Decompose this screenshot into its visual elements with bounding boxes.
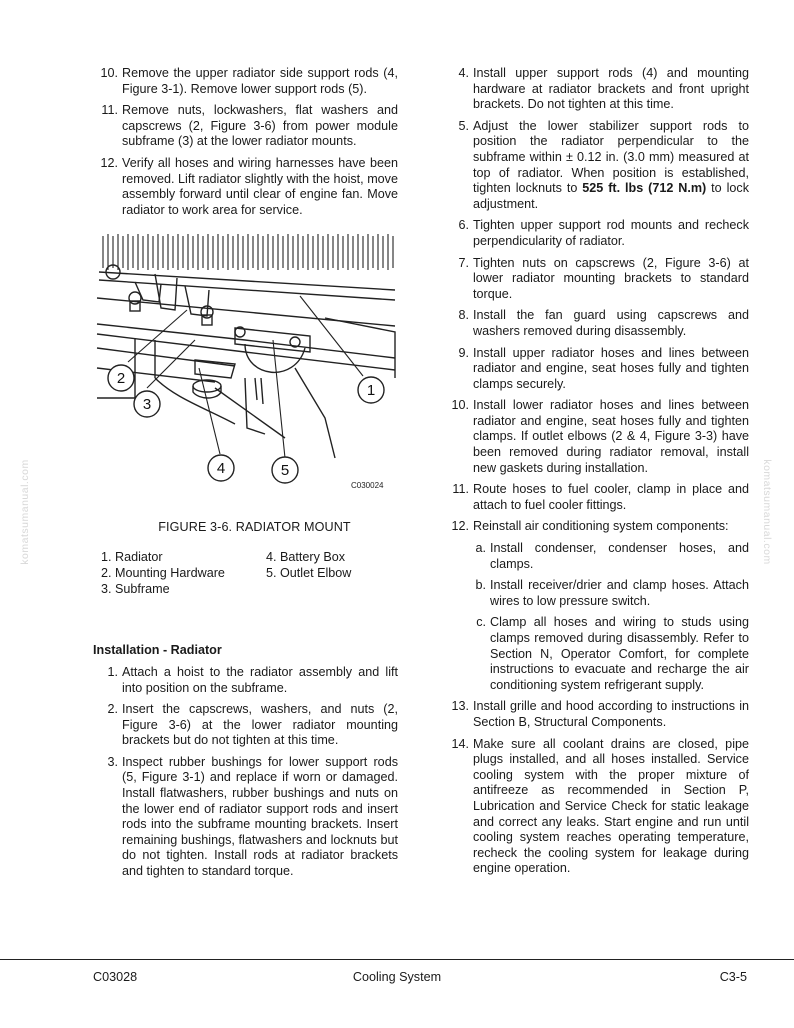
list-item xyxy=(447,737,749,877)
step-number: 14. xyxy=(451,736,469,751)
step-text: Reinstall air conditioning system components: xyxy=(473,519,729,534)
torque-value: 525 ft. lbs (712 N.m) xyxy=(582,181,707,196)
step-number: 7. xyxy=(458,255,469,270)
left-column xyxy=(93,66,398,886)
legend-item xyxy=(266,582,406,598)
sub-list-item xyxy=(473,541,749,572)
step-number: 4. xyxy=(458,66,469,80)
step-text: Install upper radiator hoses and lines between radiator and engine, seat hoses fully and tighten clamps securely. xyxy=(473,345,749,391)
step-text: Inspect rubber bushings for lower support rods (5, Figure 3-1) and replace if worn or damaged. Install flatwashers, rubber bushings and nuts on the lower end of radiator support rods and insert rods into the subframe mounting brackets. Insert remaining bushings, flatwashers and locknuts but do not tighten. Install rods at radiator brackets and tighten to standard torque. xyxy=(122,754,398,879)
figure-code: C030024 xyxy=(351,481,384,491)
step-text-part: to lock adjustment. xyxy=(473,181,749,211)
footer-divider xyxy=(0,959,794,960)
callout-label-4: 4 xyxy=(216,460,226,478)
step-number: 8. xyxy=(458,308,469,323)
radiator-mount-figure xyxy=(95,228,400,508)
substep-text: Install condenser, condenser hoses, and clamps. xyxy=(490,541,749,571)
step-text: Tighten upper support rod mounts and recheck perpendicularity of radiator. xyxy=(473,218,749,248)
figure-legend xyxy=(101,550,398,597)
footer-section-title: Cooling System xyxy=(352,970,442,984)
callout-label-5: 5 xyxy=(280,462,290,480)
substep-text: Clamp all hoses and wiring to studs using clamps removed during disassembly. Refer to Section N, Operator Comfort, for complete instructions to evacuate and recharge the air conditioning system refrigerant supply. xyxy=(490,615,749,692)
list-item xyxy=(447,346,749,393)
step-number: 11. xyxy=(452,482,469,497)
list-item xyxy=(93,755,398,880)
callout-label-3: 3 xyxy=(142,396,152,414)
watermark-left: komatsumanual.com xyxy=(19,459,32,565)
figure-caption: FIGURE 3-6. RADIATOR MOUNT xyxy=(158,520,351,535)
list-item xyxy=(447,218,749,249)
step-number: 11. xyxy=(101,103,118,118)
step-number: 2. xyxy=(107,702,118,717)
step-number: 10. xyxy=(451,398,469,413)
legend-item: 3. Subframe xyxy=(101,581,170,596)
step-text: Insert the capscrews, washers, and nuts (2, Figure 3-6) at the lower radiator mounting brackets but do not tighten at this time. xyxy=(122,702,398,748)
step-number: 13. xyxy=(451,699,469,714)
step-text: Install the fan guard using capscrews and washers removed during disassembly. xyxy=(473,308,749,338)
step-text: Route hoses to fuel cooler, clamp in place and attach to fuel cooler fittings. xyxy=(473,482,749,512)
substep-text: Install receiver/drier and clamp hoses. Attach wires to low pressure switch. xyxy=(490,578,749,608)
step-text: Verify all hoses and wiring harnesses have been removed. Lift radiator slightly with the hoist, move assembly forward until clear of engine fan. Move radiator to work area for service. xyxy=(122,155,398,217)
list-item xyxy=(447,699,749,730)
sub-list-item xyxy=(473,615,749,693)
list-item xyxy=(447,519,749,535)
callout-label-2: 2 xyxy=(116,370,126,388)
sub-list-item xyxy=(473,578,749,609)
list-item xyxy=(93,156,398,218)
step-text: Make sure all coolant drains are closed, pipe plugs installed, and all hoses installed. Service cooling system with the proper mixture of antifreeze as recommended in Section P, Lubrication and Service Check for static leakage and correct any leaks. Start engine and run until cooling system reaches operating temperature, recheck the cooling system for leakage during engine operation. xyxy=(473,736,749,876)
step-number: 6. xyxy=(458,218,469,233)
legend-item: 5. Outlet Elbow xyxy=(266,565,352,580)
installation-steps xyxy=(93,665,398,880)
step-number: 9. xyxy=(458,345,469,360)
callout-label-1: 1 xyxy=(366,382,376,400)
radiator-mount-illustration xyxy=(95,228,400,508)
step-text: Install lower radiator hoses and lines between radiator and engine, seat hoses fully and tighten clamps. If outlet elbows (2 & 4, Figure 3-3) have been removed during radiator removal, install new gaskets during installation. xyxy=(473,398,749,475)
step-number: 12. xyxy=(100,155,118,170)
step-text: Remove the upper radiator side support rods (4, Figure 3-1). Remove lower support rods (5). xyxy=(122,66,398,96)
list-item xyxy=(447,66,749,113)
right-column xyxy=(447,66,749,883)
list-item xyxy=(447,482,749,513)
step-text xyxy=(473,119,749,213)
list-item xyxy=(93,103,398,150)
removal-steps xyxy=(93,66,398,218)
list-item xyxy=(447,119,749,213)
step-text: Install upper support rods (4) and mounting hardware at radiator brackets and front upright brackets. Do not tighten at this time. xyxy=(473,66,749,112)
legend-item: 4. Battery Box xyxy=(266,549,346,564)
list-item xyxy=(447,398,749,476)
step-number: 1. xyxy=(107,664,118,679)
footer-doc-code: C03028 xyxy=(93,970,138,984)
substep-letter: c. xyxy=(476,615,486,630)
legend-item: 1. Radiator xyxy=(101,549,163,564)
step-number: 3. xyxy=(107,754,118,769)
list-item xyxy=(93,665,398,696)
step-number: 12. xyxy=(451,519,469,534)
step-number: 5. xyxy=(458,118,469,133)
watermark-right: komatsumanual.com xyxy=(760,459,773,565)
list-item xyxy=(93,66,398,97)
step-text: Remove nuts, lockwashers, flat washers and capscrews (2, Figure 3-6) from power module subframe (3) at the lower radiator mounts. xyxy=(122,103,398,149)
substep-letter: b. xyxy=(475,578,486,593)
step-text-part: Adjust the lower stabilizer support rods to position the radiator perpendicular to the subframe within ± 0.12 in. (3.0 mm) measured at top of radiator. When position is established, tighten locknuts to xyxy=(473,118,749,196)
step-text: Install grille and hood according to instructions in Section B, Structural Components. xyxy=(473,699,749,729)
section-heading: Installation - Radiator xyxy=(93,643,222,658)
legend-item: 2. Mounting Hardware xyxy=(101,565,225,580)
list-item xyxy=(93,702,398,749)
substep-letter: a. xyxy=(475,541,486,556)
step-text: Attach a hoist to the radiator assembly and lift into position on the subframe. xyxy=(122,664,398,695)
list-item xyxy=(447,308,749,339)
step-number: 10. xyxy=(100,66,118,80)
footer-page-number: C3-5 xyxy=(719,970,747,984)
list-item xyxy=(447,256,749,303)
step-text: Tighten nuts on capscrews (2, Figure 3-6) at lower radiator mounting brackets to standard torque. xyxy=(473,255,749,301)
